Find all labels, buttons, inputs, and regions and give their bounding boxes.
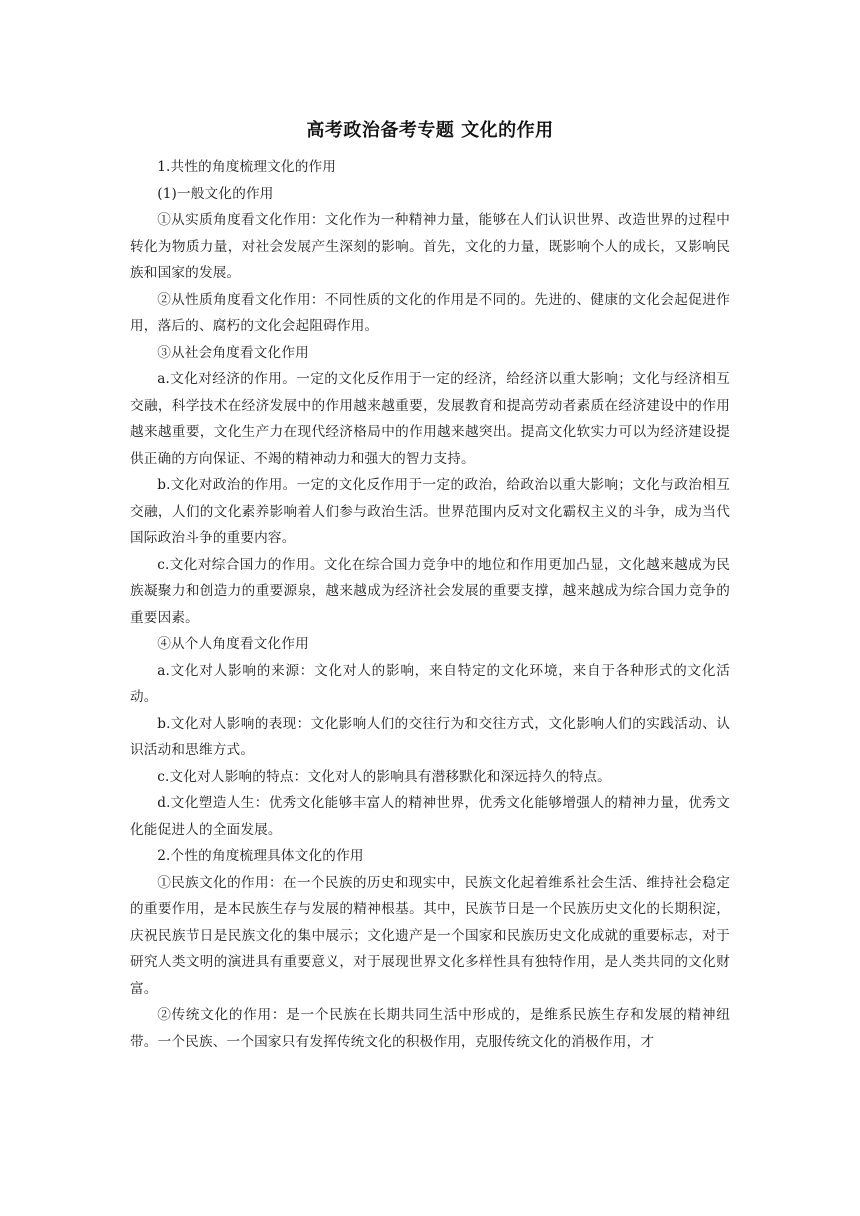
subsection-heading-general: (1)一般文化的作用 — [157, 185, 274, 202]
paragraph-economy: a.文化对经济的作用。一定的文化反作用于一定的经济，给经济以重大影响；文化与经济相互交融，科学技术在经济发展中的作用越来越重要，发展教育和提高劳动者素质在经济建设中的作用越来越重要，文化生产力在现代经济格局中的作用越来越突出。提高文化软实力可以为经济建设提供正确的方向保证、不竭的精神动力和强大的智力支持。 — [130, 371, 730, 467]
document-title: 高考政治备考专题 文化的作用 — [306, 120, 554, 141]
subsection-heading-individual: ④从个人角度看文化作用 — [157, 636, 309, 652]
section-heading-1: 1.共性的角度梳理文化的作用 — [157, 159, 337, 175]
paragraph-shaping-life: d.文化塑造人生：优秀文化能够丰富人的精神世界，优秀文化能够增强人的精神力量，优秀文化能促进人的全面发展。 — [130, 795, 730, 838]
paragraph-politics: b.文化对政治的作用。一定的文化反作用于一定的政治，给政治以重大影响；文化与政治相互交融，人们的文化素养影响着人们参与政治生活。世界范围内反对文化霸权主义的斗争，成为当代国际政治斗争的重要内容。 — [130, 477, 730, 546]
paragraph-national-culture: ①民族文化的作用：在一个民族的历史和现实中，民族文化起着维系社会生活、维持社会稳定的重要作用，是本民族生存与发展的精神根基。其中，民族节日是一个民族历史文化的长期积淀，庆祝民族节日是民族文化的集中展示；文化遗产是一个国家和民族历史文化成就的重要标志，对于研究人类文明的演进具有重要意义，对于展现世界文化多样性具有独特作用，是人类共同的文化财富。 — [130, 874, 730, 997]
paragraph-influence-source: a.文化对人影响的来源：文化对人的影响，来自特定的文化环境，来自于各种形式的文化活动。 — [130, 662, 730, 705]
paragraph-traditional-culture: ②传统文化的作用：是一个民族在长期共同生活中形成的，是维系民族生存和发展的精神纽带。一个民族、一个国家只有发挥传统文化的积极作用，克服传统文化的消极作用，才 — [130, 1007, 730, 1050]
paragraph-influence-feature: c.文化对人影响的特点：文化对人的影响具有潜移默化和深远持久的特点。 — [157, 768, 611, 785]
paragraph-national-power: c.文化对综合国力的作用。文化在综合国力竞争中的地位和作用更加凸显，文化越来越成为民族凝聚力和创造力的重要源泉，越来越成为经济社会发展的重要支撑，越来越成为综合国力竞争的重要因素。 — [130, 556, 730, 626]
paragraph-essence: ①从实质角度看文化作用：文化作为一种精神力量，能够在人们认识世界、改造世界的过程中转化为物质力量，对社会发展产生深刻的影响。首先，文化的力量，既影响个人的成长，又影响民族和国家的发展。 — [130, 212, 730, 281]
document-body — [130, 154, 730, 1055]
subsection-heading-society: ③从社会角度看文化作用 — [157, 344, 309, 361]
section-heading-2: 2.个性的角度梳理具体文化的作用 — [157, 848, 364, 864]
paragraph-influence-manifestation: b.文化对人影响的表现：文化影响人们的交往行为和交往方式，文化影响人们的实践活动、认识活动和思维方式。 — [130, 715, 730, 758]
paragraph-nature: ②从性质角度看文化作用：不同性质的文化的作用是不同的。先进的、健康的文化会起促进作用，落后的、腐朽的文化会起阻碍作用。 — [130, 291, 730, 334]
